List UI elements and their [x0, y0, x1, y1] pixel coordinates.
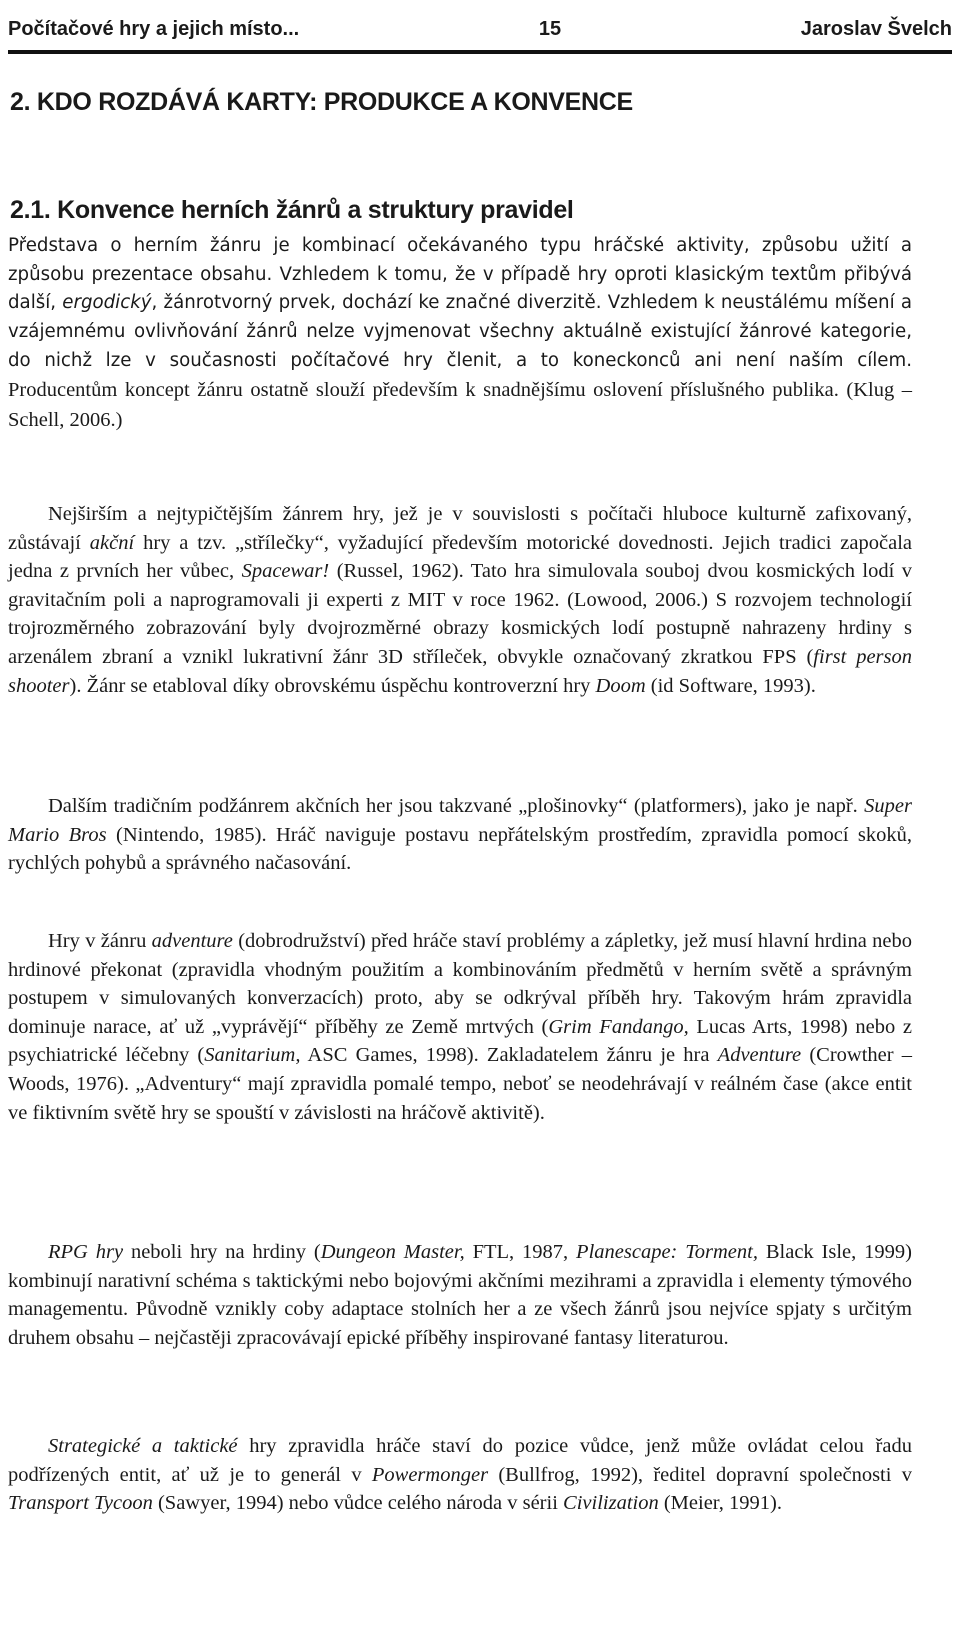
p3-em-1: Super Mario Bros [8, 795, 912, 846]
p2-text-5: (id Software, 1993). [645, 674, 816, 697]
p4-text-5: (Crowther – Woods, 1976). „Adventury“ mají zpravidla pomalé tempo, neboť se neodehrávají v reálném čase (akce entit ve fiktivním světě hry se spouští v závislosti na hráčově aktivitě). [8, 1044, 913, 1124]
paragraph-6 [8, 1432, 912, 1518]
p6-text-1: hry zpravidla hráče staví do pozice vůdce, jenž může ovládat celou řadu podřízených entit, ať už je to generál v [8, 1435, 912, 1486]
paragraph-5 [8, 1238, 912, 1352]
p5-text-3: Black Isle, 1999) kombinují narativní schéma s taktickými nebo bojovými akčními mezihrami a zpravidla i elementy týmového managementu. Původně vznikly coby adaptace stolních her a ze všech žánrů jsou nejvíce spjaty s určitým druhem obsahu – nejčastěji zpracovávají epické příběhy inspirované fantasy literaturou. [8, 1241, 912, 1349]
p4-text-2: (dobrodružství) před hráče staví problémy a zápletky, jež musí hlavní hrdina nebo hrdinové překonat (zpravidla vhodným použitím a kombinováním předmětů v herním světě a správným postupem v simulovaných konverzacích) proto, aby se odkrýval příběh hry. Takovým hrám zpravidla dominuje narace, ať už „vyprávějí“ příběhy ze Země mrtvých ( [8, 930, 912, 1038]
p4-text-4: ASC Games, 1998). Zakladatelem žánru je hra [300, 1044, 718, 1067]
paragraph-1 [8, 232, 912, 435]
paragraph-4 [8, 927, 912, 1127]
p5-text-1: neboli hry na hrdiny ( [123, 1241, 321, 1263]
p6-em-2: Powermonger [371, 1463, 489, 1486]
p6-text-3: (Sawyer, 1994) nebo vůdce celého národa v sérii [152, 1492, 564, 1515]
running-header [8, 12, 952, 46]
p5-em-2: Dungeon Master, [320, 1241, 465, 1263]
p6-em-3: Transport Tycoon [8, 1492, 153, 1515]
p4-em-3: Sanitarium, [204, 1044, 301, 1067]
chapter-title: 2. KDO ROZDÁVÁ KARTY: PRODUKCE A KONVENCE [10, 88, 633, 116]
p4-em-4: Adventure [717, 1044, 802, 1067]
p2-text-2: hry a tzv. „střílečky“, vyžadující především motorické dovednosti. Jejich tradici započala jedna z prvních her vůbec, [8, 531, 912, 583]
p1-emphasis: ergodický [62, 292, 152, 314]
p5-em-1: RPG hry [48, 1241, 124, 1263]
p3-text-1: Dalším tradičním podžánrem akčních her jsou takzvané „plošinovky“ (platformers), jako je např. [48, 795, 865, 817]
p6-text-2: (Bullfrog, 1992), ředitel dopravní společnosti v [488, 1463, 913, 1486]
p2-text-3: (Russel, 1962). Tato hra simulovala souboj dvou kosmických lodí v gravitačním poli a naprogramovali ji experti z MIT v roce 1962. (Lowood, 2006.) S rozvojem technologií trojrozměrného zobrazování byly dvojrozměrné obrazy kosmických lodí postupně nahrazeny hrdiny s arzenálem zbraní a vznikl lukrativní žánr 3D stříleček, obvykle označovaný zkratkou FPS ( [8, 560, 912, 668]
header-title: Počítačové hry a jejich místo... [8, 17, 300, 40]
page-number: 15 [538, 17, 562, 40]
p2-text-4: ). Žánr se etabloval díky obrovskému úspěchu kontroverzní hry [69, 674, 596, 697]
section-title: 2.1. Konvence herních žánrů a struktury pravidel [10, 196, 574, 224]
p4-em-2: Grim Fandango, [548, 1015, 689, 1038]
p2-text-1: Nejširším a nejtypičtějším žánrem hry, jež je v souvislosti s počítači hluboce kulturně zafixovaný, zůstávají [8, 503, 912, 554]
p2-em-1: akční [89, 531, 135, 554]
p6-em-4: Civilization [563, 1492, 659, 1515]
p6-text-4: (Meier, 1991). [658, 1492, 782, 1515]
p5-em-3: Planescape: Torment, [576, 1241, 758, 1263]
p1-text-a: Představa o herním žánru je kombinací očekávaného typu hráčské aktivity, způsobu užití a způsobu prezentace obsahu. Vzhledem k tomu, že v případě hry oproti klasickým textům přibývá další, [8, 235, 912, 314]
p4-text-3: Lucas Arts, 1998) nebo z psychiatrické léčebny ( [8, 1015, 912, 1067]
p2-em-3: first person shooter [8, 645, 912, 697]
p1-text-b: , žánrotvorný prvek, dochází ke značné diverzitě. Vzhledem k neustálému míšení a vzájemnému ovlivňování žánrů nelze vyjmenovat všechny aktuálně existující žánrové kategorie, do nichž lze v současnosti počítačové hry členit, a to koneckonců ani není naším cílem. [8, 292, 912, 372]
header-rule [8, 50, 952, 54]
p1-text-c: Producentům koncept žánru ostatně slouží především k snadnějšímu oslovení příslušného publika. (Klug – Schell, 2006.) [8, 378, 912, 431]
p2-em-4: Doom [595, 674, 646, 697]
p4-text-1: Hry v žánru [48, 930, 152, 952]
paragraph-2 [8, 500, 912, 700]
p4-em-1: adventure [151, 930, 233, 952]
p3-text-2: (Nintendo, 1985). Hráč naviguje postavu nepřátelským prostředím, zpravidla pomocí skoků, rychlých pohybů a správného načasování. [8, 823, 913, 875]
header-author: Jaroslav Švelch [800, 17, 952, 40]
p2-em-2: Spacewar! [241, 560, 330, 583]
p6-em-1: Strategické a taktické [48, 1435, 238, 1457]
paragraph-3 [8, 792, 912, 878]
p5-text-2: FTL, 1987, [464, 1241, 577, 1263]
